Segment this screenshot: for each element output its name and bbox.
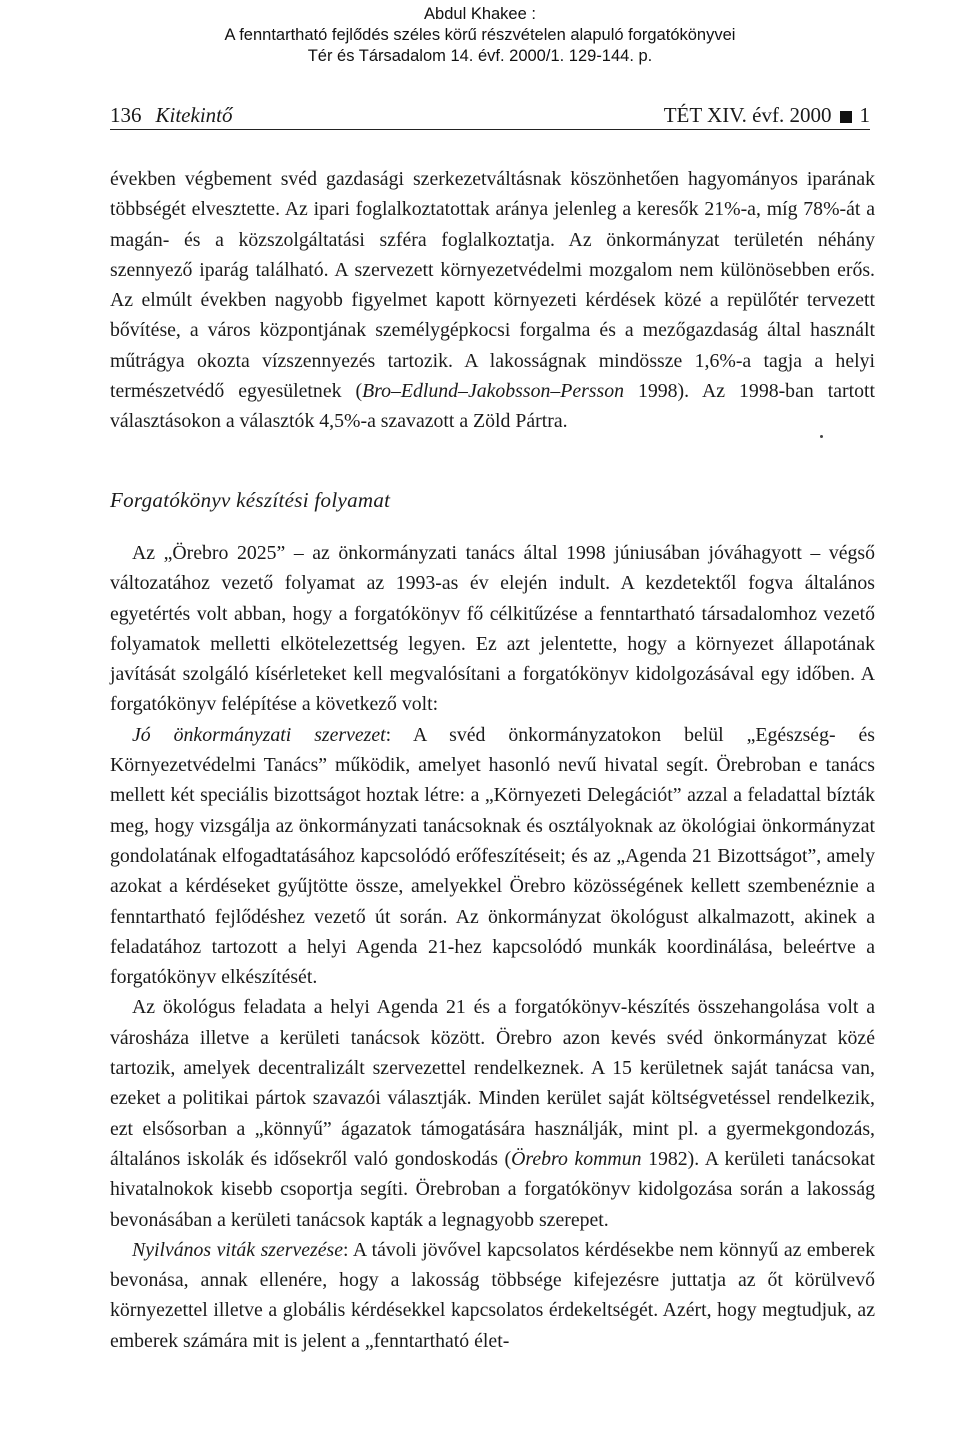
paragraph-text-end: 1982). A kerületi tanácsokat hivatalnokok kisebb csoportja segíti. Örebroban a forgatókönyv kidolgozása során a lakosság bevonásában a kerületi tanácsok kapták a legnagyobb szerepet.	[110, 1147, 875, 1231]
citation-source: Tér és Társadalom 14. évf. 2000/1. 129-144. p.	[307, 47, 653, 65]
citation-reference: Bro–Edlund–Jakobsson–Persson	[362, 380, 624, 403]
run-in-heading: Jó önkormányzati szervezet	[132, 723, 386, 746]
citation-title: A fenntartható fejlődés széles körű részvételen alapuló forgatókönyvei	[224, 26, 736, 44]
paragraph-text: : A távoli jövővel kapcsolatos kérdésekbe nem könnyű az emberek bevonása, annak ellenére, hogy a lakosság többsége kifejezésre juttatja az őt körülvevő környezettel illetve a globális kérdésekkel kapcsolatos érdekeltségét. Azért, hogy megtudjuk, az emberek számára mit is jelent a „fenntartható élet-	[110, 1238, 875, 1352]
paragraph	[110, 720, 875, 993]
citation-reference: Örebro kommun	[511, 1147, 642, 1170]
paragraph	[110, 1235, 875, 1356]
paragraph	[110, 164, 875, 437]
paragraph-text: : A svéd önkormányzatokon belül „Egészség- és Környezetvédelmi Tanács” működik, amelyet hasonló nevű hivatal segít. Örebroban e tanács mellett két speciális bizottságot hoztak létre: a „Környezeti Delegációt” azzal a feladattal bízták meg, hogy vizsgálja az önkormányzati tanácsoknak és osztályoknak az ökológiai önkormányzat gondolatának elfogadtatásához kapcsolódó erőfeszítéseit; és az „Agenda 21 Bizottságot”, amely azokat a kérdéseket gyűjtötte össze, amelyekkel Örebro közösségének kellett szembenéznie a fenntartható fejlődéshez vezető út során. Az önkormányzat ökológust alkalmazott, akinek a feladatához tartozott a helyi Agenda 21-hez kapcsolódó munkák koordinálása, beleértve a forgatókönyv elkészítését.	[110, 723, 876, 989]
page-number: 136	[110, 103, 142, 127]
text-block-process	[110, 538, 875, 1356]
section-name: Kitekintő	[155, 103, 233, 127]
running-head	[110, 103, 870, 130]
text-block-intro	[110, 164, 875, 437]
citation-author: Abdul Khakee :	[424, 5, 536, 23]
paragraph-text-end: 1998). Az 1998-ban tartott választásokon a választók 4,5%-a szavazott a Zöld Pártra.	[110, 380, 875, 433]
paragraph-text: években végbement svéd gazdasági szerkezetváltásnak köszönhetően hagyományos iparának többségét elvesztette. Az ipari foglalkoztatottak aránya jelenleg a keresők 21%-a, míg 78%-át a magán- és a közszolgáltatási szféra foglalkoztatja. Az önkormányzat területén néhány szennyező iparág található. A szervezett környezetvédelmi mozgalom nem különösebben erős. Az elmúlt években nagyobb figyelmet kapott környezeti kérdések közé a repülőtér tervezett bővítése, a város központjának személygépkocsi forgalma és a mezőgazdaság által használt műtrágya okozta vízszennyezés tartozik. A lakosságnak mindössze 1,6%-a tagja a helyi természetvédő egyesületnek (	[110, 168, 875, 403]
citation-header	[0, 4, 960, 67]
run-in-heading: Nyilvános viták szervezése	[132, 1238, 343, 1261]
issue-number: 1	[859, 103, 870, 127]
paragraph: Az „Örebro 2025” – az önkormányzati tanács által 1998 júniusában jóváhagyott – végső változatához vezető folyamat az 1993-as év elején indult. A kezdetektől fogva általános egyetértés volt abban, hogy a forgatókönyv fő célkitűzése a fenntartható társadalomhoz vezető folyamatok melletti elkötelezettség legyen. Ez azt jelentette, hogy a környezet állapotának javítását szolgáló kísérleteket kell megvalósítani a forgatókönyv kidolgozásával egy időben. A forgatókönyv felépítése a következő volt:	[110, 542, 875, 716]
running-head-right	[664, 103, 870, 128]
journal-label: TÉT XIV. évf. 2000	[663, 103, 832, 127]
paragraph	[110, 992, 875, 1234]
paragraph-text: Az ökológus feladata a helyi Agenda 21 és a forgatókönyv-készítés összehangolása volt a városháza illetve a kerületi tanácsok között. Örebro azon kevés svéd önkormányzat közé tartozik, amelyek decentralizált szervezettel rendelkeznek. A 15 kerületnek saját tanácsa van, ezeket a politikai pártok szavazói választják. Minden kerület saját költségvetéssel rendelkezik, ezt elsősorban a „könnyű” ágazatok támogatására használják, mint pl. a gyermekgondozás, általános iskolák és idősekről való gondoskodás (	[110, 996, 875, 1170]
margin-dot	[820, 435, 823, 438]
running-head-left	[110, 103, 233, 128]
section-heading: Forgatókönyv készítési folyamat	[110, 488, 391, 512]
square-bullet-icon	[840, 111, 852, 123]
